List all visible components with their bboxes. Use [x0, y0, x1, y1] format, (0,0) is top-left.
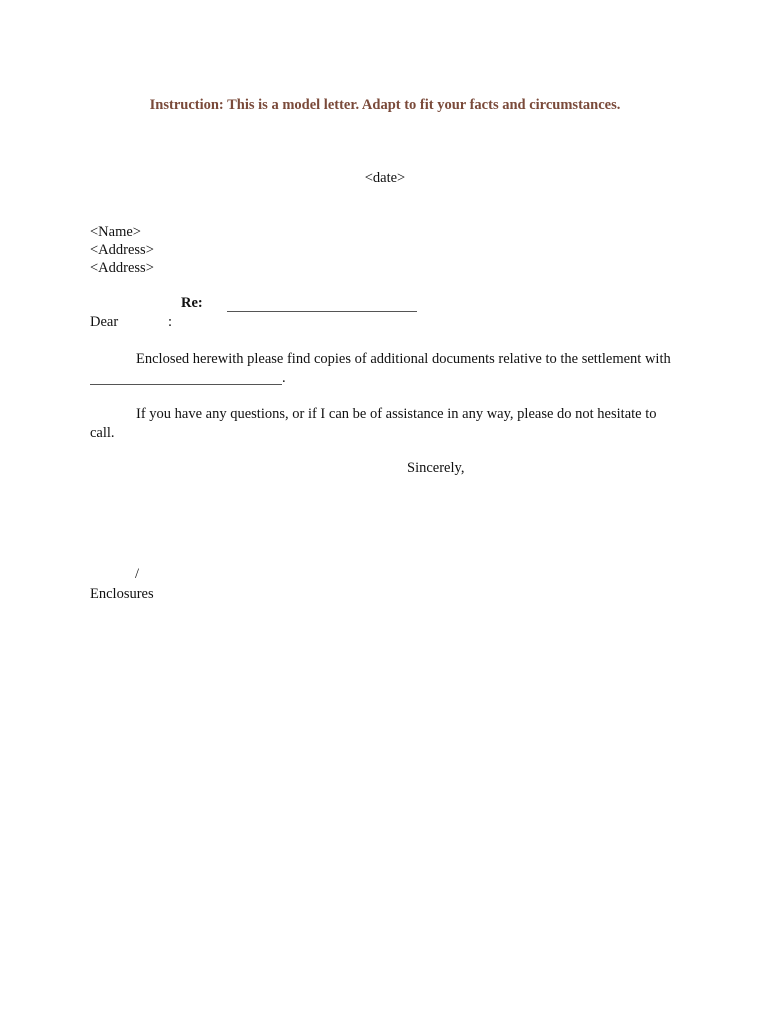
paragraph-enclosed-end: .: [282, 370, 286, 386]
recipient-address-2: <Address>: [90, 260, 154, 276]
re-label: Re:: [181, 295, 203, 311]
paragraph-questions-cont: call.: [90, 425, 115, 441]
salutation: Dear: [90, 314, 119, 330]
settlement-party-blank-line: [90, 384, 282, 385]
recipient-name: <Name>: [90, 224, 141, 240]
paragraph-enclosed: Enclosed herewith please find copies of additional documents relative to the settlement with: [136, 351, 671, 367]
recipient-address-1: <Address>: [90, 242, 154, 258]
closing: Sincerely,: [407, 460, 465, 476]
paragraph-questions: If you have any questions, or if I can be of assistance in any way, please do not hesitate to: [136, 406, 657, 422]
instruction-text: Instruction: This is a model letter. Adapt to fit your facts and circumstances.: [149, 97, 621, 113]
re-blank-line: [227, 311, 417, 312]
initials-separator: /: [135, 566, 140, 582]
salutation-colon: :: [168, 314, 173, 330]
date-placeholder: <date>: [364, 170, 406, 186]
enclosures-label: Enclosures: [90, 586, 154, 602]
